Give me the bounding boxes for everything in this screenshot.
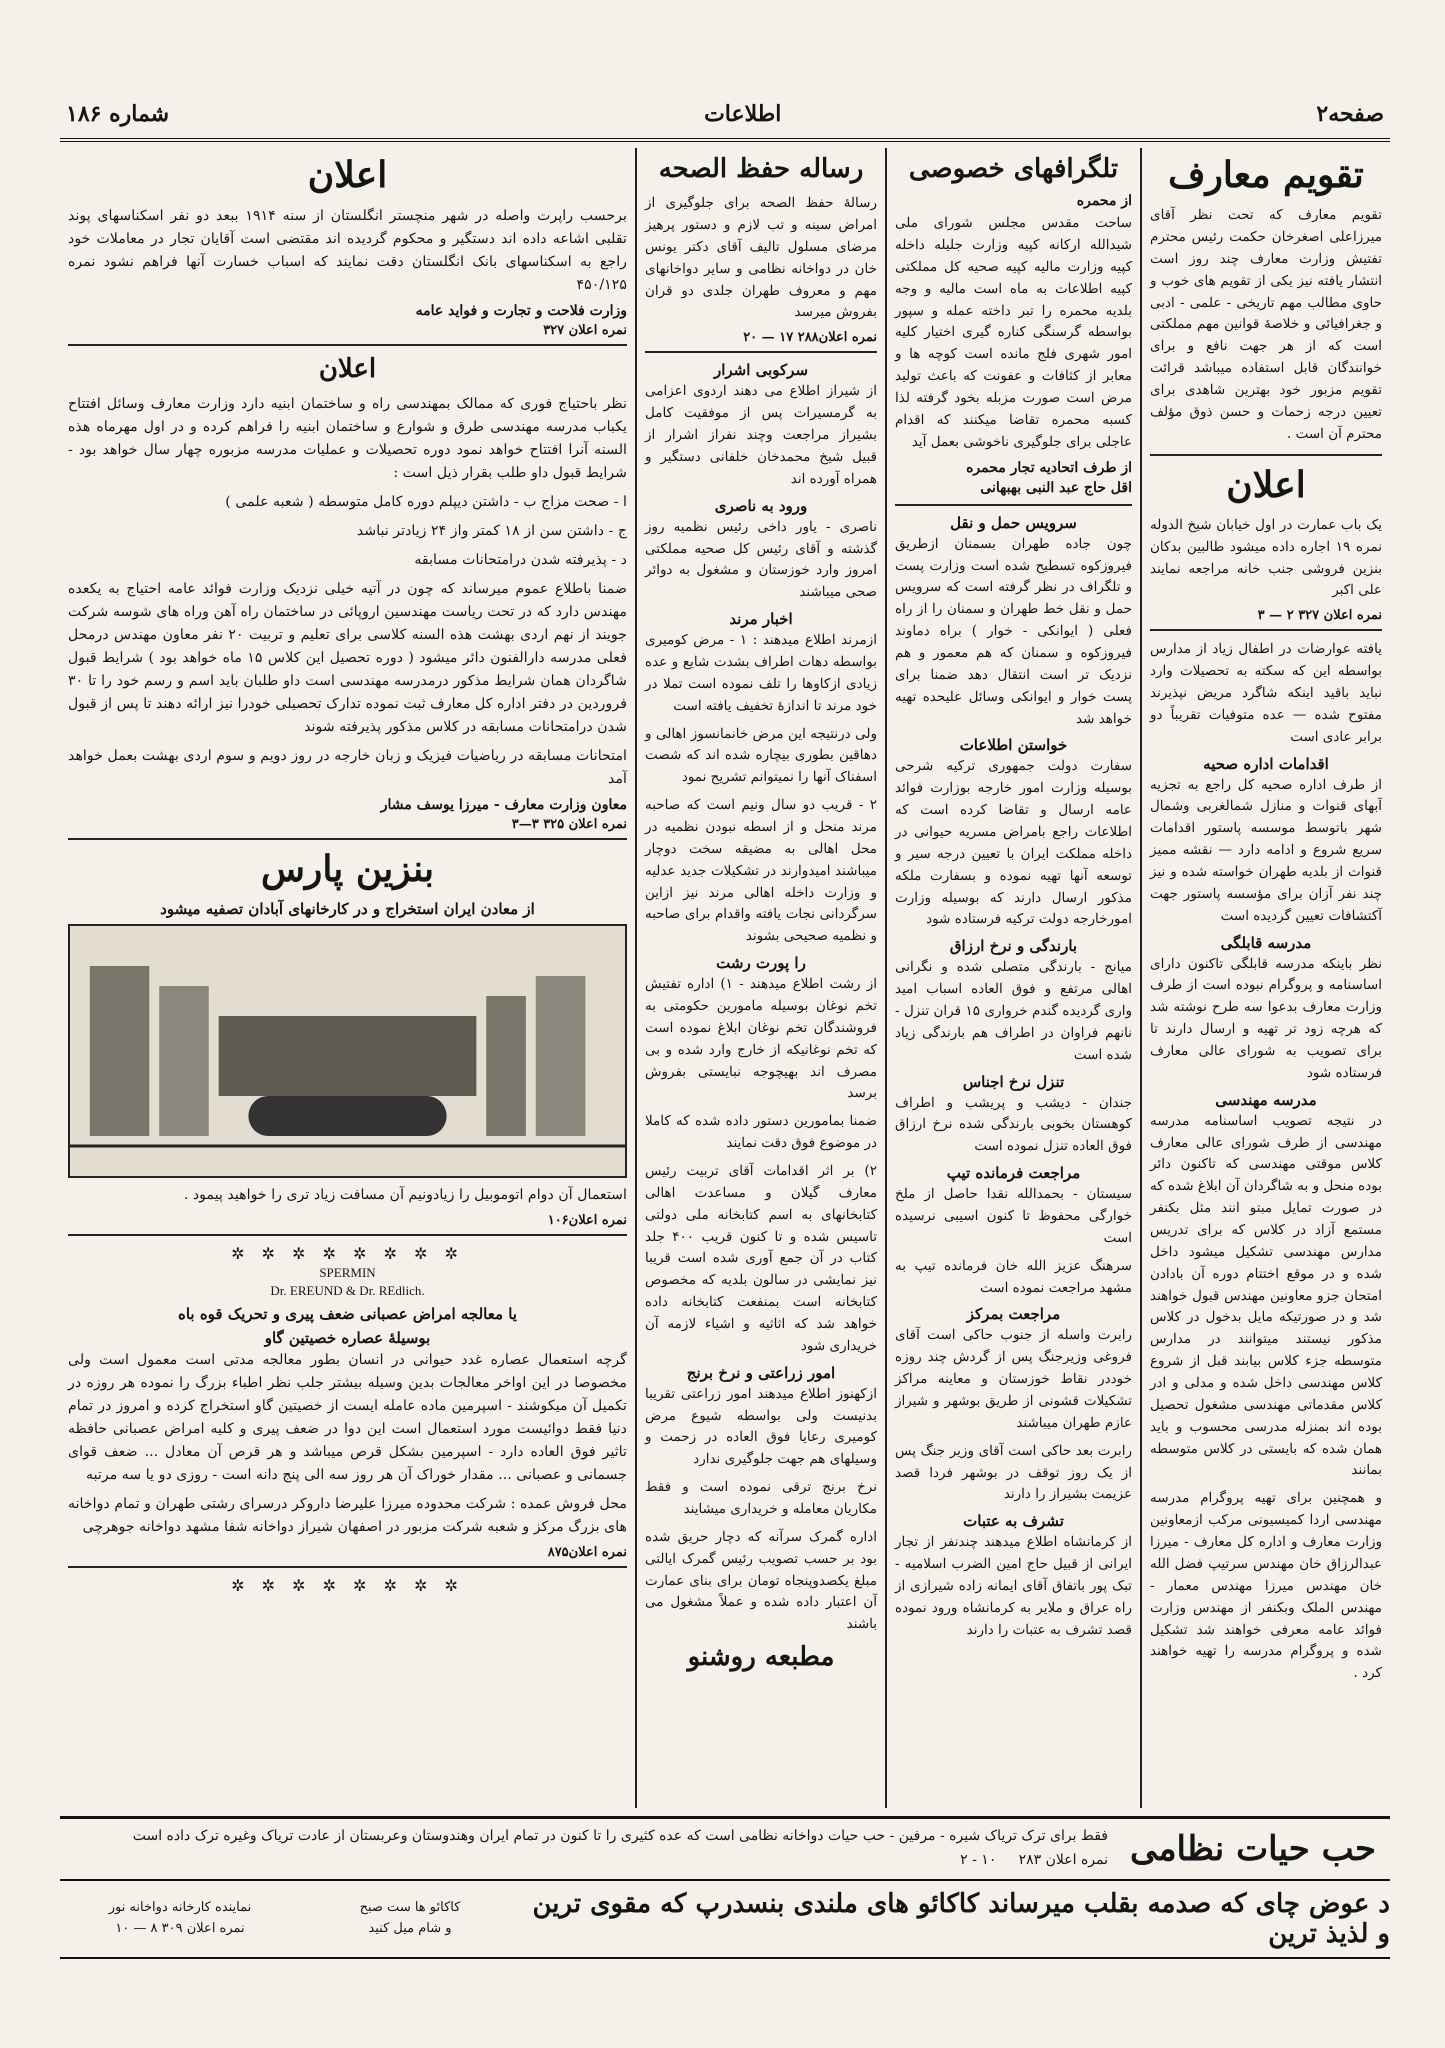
paragraph: ساحت مقدس مجلس شورای ملی شیدالله ارکانه کپیه وزارت جلیله داخله کپیه وزارت مالیه کپیه صحیه کل مملکتی کپیه اطلاعات به ماه است مالیه و وجه بلدیه محمره را تبر داخته عمله و سپور بواسطه گرسنگی کناره گیری اختیار کلیه امور شهری فلج مانده است کوچه ها و معابر از کثافات و عفونت که باعث تولید مرض است صورت مزبله بخود گرفته لذا کسبه محمره تقاضا میکنند که اقدام عاجلی برای جلوگیری ناخوشی بعمل آید xyxy=(895,215,1132,450)
headline-hygiene-booklet: رساله حفظ الصحه xyxy=(658,154,864,184)
paragraph: ضمنا باطلاع عموم میرساند که چون در آتیه خیلی نزدیک وزارت فوائد عامه احتیاج به یکعده مهندس دارد که در تحت ریاست مهندسین اروپائی در ساختمان راه آهن وراه های شوسه شرکت جویند از نهم اردی بهشت هذه السنه کلاسی برای تعلیم و تربیت ۲۰ نفر معاون مهندس درمحل فعلی مدرسه دارالفنون دائر میشود ( دوره تحصیل این کلاس ۱۵ ماه خواهد بود ) شرایط قبول شاگردان همان شرایط مذکور درمدرسه مهندسی است داو طلبان باید اسم و رسم خود را تا ۳۰ فروردین در دفتر اداره کل معارف ثبت نموده تدارک تحصیلی خودرا نیز ارائه دهند تا پس از قبول شدن درامتحانات مسابقه در کلاس مذکور پذیرفته شوند xyxy=(68,581,628,736)
paragraph: در نتیجه تصویب اساسنامه مدرسه مهندسی از طرف شورای عالی معارف کلاس موقتی مهندسی که تاکنون دائر بوده منحل و به شاگردان آن ابلاغ شده که در صورت تمایل مبتو انند مثل بکنفر مستمع آزاد در کلاس که برای تدریس مدارس مهندسی تشکیل میشود داخل شده و در موقع اختتام دوره آن بادادن امتحان جزو معاونین مهندس قبول خواهند شد و در صورتیکه مایل بدخول در کلاس مذکور نیستند میتوانند در مدارس متوسطه جزء کلاس بیابند قبل از شروع کلاس مهندسی داخل شده و مدلی و ادر کلاس مقدماتی مهندسی مشغول تحصیل بوده اند بمنزله مدرسی محسوب و باید همان شده که بایستی در کلاس متوسطه بمانند xyxy=(1150,1112,1382,1479)
paragraph: ازمرند اطلاع میدهند : ۱ - مرض کومیری بواسطه دهات اطراف بشدت شایع و عده زیادی ازکاوها را تلف نموده است تملا در خود مرند تا اندازهٔ تخفیف یافته است xyxy=(645,632,877,714)
spermin-doctors: Dr. EREUND & Dr. REdlich. xyxy=(270,1282,425,1298)
section-title: تنزل نرخ اجناس xyxy=(962,1072,1065,1091)
ornament: ✲ ✲ ✲ ✲ ✲ ✲ ✲ ✲ xyxy=(231,1575,464,1595)
section-title: اخبار مرند xyxy=(729,610,793,629)
cocoa-line-1: کاکائو ها ست صبح xyxy=(359,1899,461,1915)
signature: معاون وزارت معارف - میرزا یوسف مشار xyxy=(380,797,627,814)
column-4 xyxy=(60,148,635,1808)
section-title: امور زراعتی و نرخ برنج xyxy=(686,1363,836,1382)
paragraph: و همچنین برای تهیه پروگرام مدرسه مهندسی اردا کمیسیونی مرکب ازمعاونین وزارت معارف و اداره کل معارف - میرزا عبدالرزاق خان مهندس سرتیپ فضل الله خان مهندس میرزا مهندس معمار - مهندس الملک وبکنفر از مهندس وزارت فوائد عامه معرفی خواهند شد تشکیل شده و پروگرام مدرسه را تهیه خواهند کرد . xyxy=(1150,1490,1382,1682)
cocoa-text: د عوض چای که صدمه بقلب میرساند کاکائو های ملندی بنسدرپ که مقوی ترین و لذیذ ترین xyxy=(532,1888,1390,1949)
ad-number: نمره اعلان۲۸۸ ۱۷ — ۲۰ xyxy=(645,330,877,353)
paragraph: ناصری - یاور داخی رئیس نظمیه روز گذشته و آقای رئیس کل صحیه مملکتی امروز وارد خوزستان و مشغول به دوائر صحی میباشند xyxy=(645,518,877,601)
paragraph: از طرف اداره صحیه کل راجع به تجزیه آبهای قنوات و منازل شمالغربی وشمال شهر باتوسط موسسه پاستور اقدامات سریع شروع و ادامه دارد — نقشه ممیز قنوات از بلدیه طهران خواسته شده و نیز چند نفر آزان برای مؤسسه پاستور جهت آکتشافات تعیین گردیده است xyxy=(1150,776,1382,924)
paragraph: یافته عوارضات در اطفال زیاد از مدارس بواسطه این که سکته به تحصیلات وارد نباید باقید اینکه شاگرد مریض نپذیرند مفتوح شده — عده متوفیات تقریباً دو برابر عادی است xyxy=(1150,641,1382,745)
hab-meta xyxy=(60,1849,1108,1873)
headline-ad: اعلان xyxy=(318,354,377,385)
hab-text xyxy=(60,1825,1108,1873)
headline-ad: اعلان xyxy=(307,154,388,196)
condition: د - پذیرفته شدن درامتحانات مسابقه xyxy=(414,552,627,569)
headline-ad: اعلان xyxy=(1226,463,1306,506)
headline-education-calendar: تقویم معارف xyxy=(1168,154,1364,196)
section-title: مدرسه قابلگی xyxy=(1220,933,1312,952)
paragraph: از کرمانشاه اطلاع میدهند چندنفر از تجار ایرانی از قبیل حاج امین الضرب اسلامیه - تبک پور باتفاق آقای ایمانه زاده شیرازی از راه عراق و ملایر به کرمانشاه ورود نموده قصد تشرف به عتبات را دارند xyxy=(895,1534,1132,1638)
hab-title: حب حیات نظامی xyxy=(1130,1828,1376,1869)
section-title: سرویس حمل و نقل xyxy=(950,513,1077,532)
paragraph: از شیراز اطلاع می دهند اردوی اعزامی به گرمسیرات پس از موفقیت کامل بشیراز مراجعت وچند نفراز اشرار از قبیل شیخ محمدخان خلفانی دستگیر و همراه آورده اند xyxy=(645,383,877,487)
paragraph: ولی درنتیجه این مرض خانمانسوز اهالی و دهاقین بطوری بیچاره شده اند که شصت اسفناک آنها را نمیتوانم تشریح نمود xyxy=(645,725,877,786)
paragraph: رابرت بعد حاکی است آقای وزیر جنگ پس از یک روز توقف در بوشهر فردا قصد عزیمت بشیراز را دارند xyxy=(895,1442,1132,1503)
cocoa-ad xyxy=(60,1881,1390,1959)
section-title: خواستن اطلاعات xyxy=(959,736,1068,755)
paragraph: نظر باحتیاج فوری که ممالک بمهندسی راه و ساختمان ابنیه دارد وزارت معارف وسائل افتتاح یکباب مدرسه مهندسی طرق و شوارع و ساختمان ابنیه را فراهم کرده و در اول مهرماه هذه السنه آنرا افتتاح خواهد نمود دوره تحصیلات و عملیات مدرسه مزبوره چهار سال خواهد بود - شرایط قبول داو طلب بقرار ذیل است : xyxy=(68,396,627,482)
hab-count: ۱۰ - ۲ xyxy=(960,1851,997,1868)
section-title: مراجعت بمرکز xyxy=(966,1305,1061,1324)
issue-number: شماره ۱۸۶ xyxy=(66,101,170,127)
hab-ad xyxy=(60,1816,1390,1881)
ad-number: نمره اعلان ۳۲۷ xyxy=(68,323,627,346)
ad-text: یک باب عمارت در اول خیابان شیخ الدوله نمره ۱۹ اجاره داده میشود طالبین بدکان بنزین فروشی جنب خانه مراجعه نمایند علی اکبر xyxy=(1150,516,1382,599)
section-title: ورود به ناصری xyxy=(714,496,808,515)
headline-pars-petrol: بنزین پارس xyxy=(260,848,435,891)
spermin-brand: SPERMIN xyxy=(319,1264,376,1280)
paragraph: نرخ برنج ترقی نموده است و فقط مکاریان معامله و خریداری میشایند xyxy=(645,1479,877,1518)
signature: از طرف اتحادیه تجار محمره xyxy=(966,459,1132,476)
cocoa-end xyxy=(60,1898,300,1940)
cocoa-line-2: و شام میل کنید xyxy=(368,1920,452,1936)
paragraph: برحسب راپرت واصله در شهر منچستر انگلستان از سنه ۱۹۱۴ ببعد دو نفر اسکناسهای پوند تقلبی اشاعه داده اند دستگیر و محکوم گردیده اند مقتضی است آقایان تجار در معاملات خود راجع به اسکناسهای بانک انگلستان دقت نمایند که اسباب خسارت آنها فراهم نشود نمره ۴۵۰/۱۲۵ xyxy=(68,208,627,294)
paragraph: گرچه استعمال عصاره غدد حیوانی در انسان بطور معالجه مدتی است معمول است ولی مخصوصا در این اواخر معالجات بدین وسیله بیشتر جلب نظر اطباء بزرگ را نموده هر روزه در تکمیل آن میکوشند - اسپرمین ماده عامله ایست از خصیتین گاو استخراج کرده و امروز در تمام دنیا فقط دوائیست مورد استعمال است این دوا در ضعف پیری و کلیه امراض عصبانی حافظه تاثیر فوق العاده دارد - اسپرمین بشکل قرص میباشد و هر قرص آن معادل ... ضعف قوای جسمانی و عصبانی ... مقدار خوراک آن هر روز سه الی پنج دانه است - روزی دو یا سه مرتبه xyxy=(68,1351,627,1483)
ad-subtitle: بوسیلهٔ عصاره خصیتین گاو xyxy=(264,1328,431,1347)
page-number: صفحه۲ xyxy=(1316,101,1384,127)
headline-private-telegrams: تلگرافهای خصوصی xyxy=(908,154,1119,184)
column-3 xyxy=(635,148,885,1808)
paragraph: رابرت واسله از جنوب حاکی است آقای فروغی وزیرجنگ پس از گردش چند روزه خوددر نقاط خوزستان و معاینه مراکز تشکیلات قشونی از طریق بوشهر و شیراز عازم طهران میباشند xyxy=(895,1327,1132,1431)
paragraph: سیستان - بحمدالله نقدا حاصل از ملخ خوارگی محفوظ تا کنون اسیبی نرسیده است xyxy=(895,1186,1132,1246)
ad-number: نمره اعلان۱۰۶ xyxy=(68,1213,627,1236)
paragraph: ضمنا بمامورین دستور داده شده که کاملا در موضوع فوق دقت نمایند xyxy=(645,1113,877,1152)
cocoa-middle xyxy=(300,1898,520,1940)
refinery-illustration xyxy=(68,924,627,1178)
printer-name: مطبعه روشنو xyxy=(687,1642,835,1673)
condition: ا - صحت مزاج ب - داشتن دیپلم دوره کامل متوسطه ( شعبه علمی ) xyxy=(225,494,627,511)
masthead xyxy=(60,90,1390,142)
ad-number: نمره اعلان۸۷۵ xyxy=(68,1545,627,1568)
ornament: ✲ ✲ ✲ ✲ ✲ ✲ ✲ ✲ xyxy=(231,1243,464,1263)
paragraph: ۲) بر اثر اقدامات آقای تربیت رئیس معارف گیلان و مساعدت اهالی کتابخانهای به اسم کتابخانه ملی دولتی تاسیس شده و تا کنون قریب ۴۰۰ جلد کتاب در آن جمع آوری شده است قریبا نیز نمایشی در سالون بلدیه که مخصوص کتابخانه است بمنفعت کتابخانه داده خواهد شد که اثاثیه و اشیاء لازمه آن خریداری شود xyxy=(645,1162,877,1354)
divider xyxy=(1150,454,1382,456)
paragraph: امتحانات مسابقه در ریاضیات فیزیک و زبان خارجه در روز دویم و سوم اردی بهشت بعمل خواهد آمد xyxy=(68,748,627,788)
paragraph: چون جاده طهران بسمنان ازطریق فیروزکوه تسطیح شده است وزارت پست و تلگراف در نظر گرفته است که سرویس حمل و نقل خط طهران و سمنان را از راه فعلی ( ایوانکی - خوار ) براه دماوند فیروزکوه و سمنان که هم معمور و هم نزدیک تر است انتقال دهد ضمنا برای پست خوار و ایوانکی وسائل علیحده تهیه خواهد شد xyxy=(895,535,1132,727)
paragraph: رسالهٔ حفظ الصحه برای جلوگیری از امراض سینه و تب لازم و دستور پرهیز مرضای مسلول تالیف آقای دکتر یونس خان در دواخانه نظامی و سایر دواخانهای مهم و معروف طهران جلدی دو قران بفروش میرسد xyxy=(645,195,877,321)
section-title: بارندگی و نرخ ارزاق xyxy=(949,937,1078,956)
ad-number: نمره اعلان ۳۲۵ ۳—۳ xyxy=(68,817,627,840)
newspaper-page xyxy=(60,90,1390,2010)
section-title: اقدامات اداره صحیه xyxy=(1203,754,1329,773)
paragraph: سفارت دولت جمهوری ترکیه شرحی بوسیله وزارت امور خارجه بوزارت فوائد عامه ارسال و تقاضا کرده است که اطلاعات راجع بامراض مسریه حیوانی در داخله مملکت ایران با تعیین درجه سیر و توسعه آنها تهیه نموده و بسفارت ملکه مذکور ارسال دارند که بوسیله وزارت امورخارجه دولت ترکیه فرستاده شود xyxy=(895,758,1132,928)
signature: وزارت فلاحت و تجارت و فواید عامه xyxy=(415,303,627,320)
paragraph: از رشت اطلاع میدهند - ۱) اداره تفتیش تخم نوغان بوسیله مامورین حکومتی به فروشندگان تخم نوغان ابلاغ نموده است که تخم نوغانیکه از خارج وارد شده و بی مصرف اند بهیچوجه نبایستی بفروش برسد xyxy=(645,976,877,1102)
hab-number: نمره اعلان ۲۸۳ xyxy=(1018,1851,1108,1868)
divider xyxy=(895,504,1132,506)
paragraph: اداره گمرک سرآنه که دچار حریق شده بود بر حسب تصویب رئیس گمرک ایالتی مبلغ یکصدوپنجاه تومان برای بنای عمارت آن اعتبار داده شده و عملاً مشغول می باشند xyxy=(645,1528,877,1633)
paragraph: استعمال آن دوام اتوموبیل را زیادونیم آن مسافت زیاد تری را خواهید پیمود . xyxy=(183,1186,627,1203)
dateline: از محمره xyxy=(1076,193,1132,210)
ad-subtitle: یا معالجه امراض عصبانی ضعف پیری و تحریک قوه باه xyxy=(178,1304,517,1323)
paragraph: نظر باینکه مدرسه قابلگی تاکنون دارای اساسنامه و پروگرام نبوده است از طرف وزارت معارف بدعوا سه طرح نوشته شد که هرچه زود تر تهیه و ارسال دارند تا برای تصویب به شورای عالی معارف فرستاده شود xyxy=(1150,955,1382,1081)
paragraph: تقویم معارف که تحت نظر آقای میرزاعلی اصغرخان حکمت رئیس محترم تفتیش وزارت معارف چند روز است انتشار یافته نیز یکی از تقویم های خوب و حاوی مطالب مهم تاریخی - علمی - ادبی و جغرافیائی و خلاصهٔ قوانین مهم مملکتی است که از هر جهت نافع و برای خوانندگان قابل استفاده میباشد قرائت تقویم مزبور خود بهترین شاهدی برای تعیین درجه زحمات و حسن ذوق مؤلف محترم آن است . xyxy=(1150,207,1382,442)
section-title: مراجعت فرمانده تیپ xyxy=(946,1164,1081,1183)
condition: ج - داشتن سن از ۱۸ کمتر واز ۲۴ زیادتر نباشد xyxy=(356,523,627,540)
signature: اقل حاج عبد النبی بهبهانی xyxy=(980,479,1132,496)
paragraph: جندان - دیشب و پریشب و اطراف کوهستان بخوبی بارندگی شده نرخ ارزاق فوق العاده تنزل نموده است xyxy=(895,1094,1132,1155)
paragraph: محل فروش عمده : شرکت محدوده میرزا علیرضا داروکر درسرای رشتی طهران و تمام دواخانه های بزرگ مرکز و شعبه شرکت مزبور در اصفهان شیراز دواخانه شفا مشهد دواخانه جوهرچی xyxy=(68,1495,627,1535)
cocoa-number: نمره اعلان ۳۰۹ ۸ — ۱۰ xyxy=(115,1920,245,1936)
paragraph: میانج - بارندگی متصلی شده و نگرانی اهالی مرتفع و فوق العاده اسباب امید واری گردیده گندم خرواری ۱۵ قران تنزل - نانهم فراوان در اطراف هم بارندگی زیاد شده است xyxy=(895,959,1133,1063)
section-title: سرکوبی اشرار xyxy=(713,361,809,380)
paper-title: اطلاعات xyxy=(704,101,782,127)
footer-ads xyxy=(60,1816,1390,2006)
section-title: را پورت رشت xyxy=(716,954,806,973)
ad-number: نمره اعلان ۳۲۷ ۲ — ۳ xyxy=(1150,608,1382,631)
paragraph: ۲ - قریب دو سال ونیم است که صاحبه مرند منحل و از اسطه نبودن نظمیه در محل اهالی به مضیقه سخت دوچار میباشند امیدوارند در تشکیلات جدید عدلیه و وزارت داخله اهالی مرند نیز ازاین سرگردانی نجات یافته واقدام برای صاحبه و نظمیه صحیحی بشوند xyxy=(645,797,877,945)
cocoa-representative: نماینده کارخانه دواخانه نور xyxy=(108,1899,252,1915)
paragraph: سرهنگ عزیز الله خان فرمانده تیپ به مشهد مراجعت نموده است xyxy=(895,1257,1132,1296)
column-2 xyxy=(885,148,1140,1808)
column-1 xyxy=(1140,148,1390,1808)
hab-body: فقط برای ترک تریاک شیره - مرفین - حب حیات دواخانه نظامی است که عده کثیری را تا کنون در تمام ایران وهندوستان وعربستان از عادت تریاک وغیره ترک داده است xyxy=(132,1828,1108,1844)
section-title: تشرف به عتبات xyxy=(963,1512,1064,1531)
ad-subtitle: از معادن ایران استخراج و در کارخانهای آبادان تصفیه میشود xyxy=(160,899,535,918)
paragraph: ازکهنوز اطلاع میدهند امور زراعتی تقریبا بدنیست ولی بواسطه شیوع مرض کومیری رعایا فوق العاده در زحمت و وسیلهای هم جهت جلوگیری ندارد xyxy=(645,1385,877,1468)
columns xyxy=(60,148,1390,1808)
section-title: مدرسه مهندسی xyxy=(1215,1090,1317,1109)
